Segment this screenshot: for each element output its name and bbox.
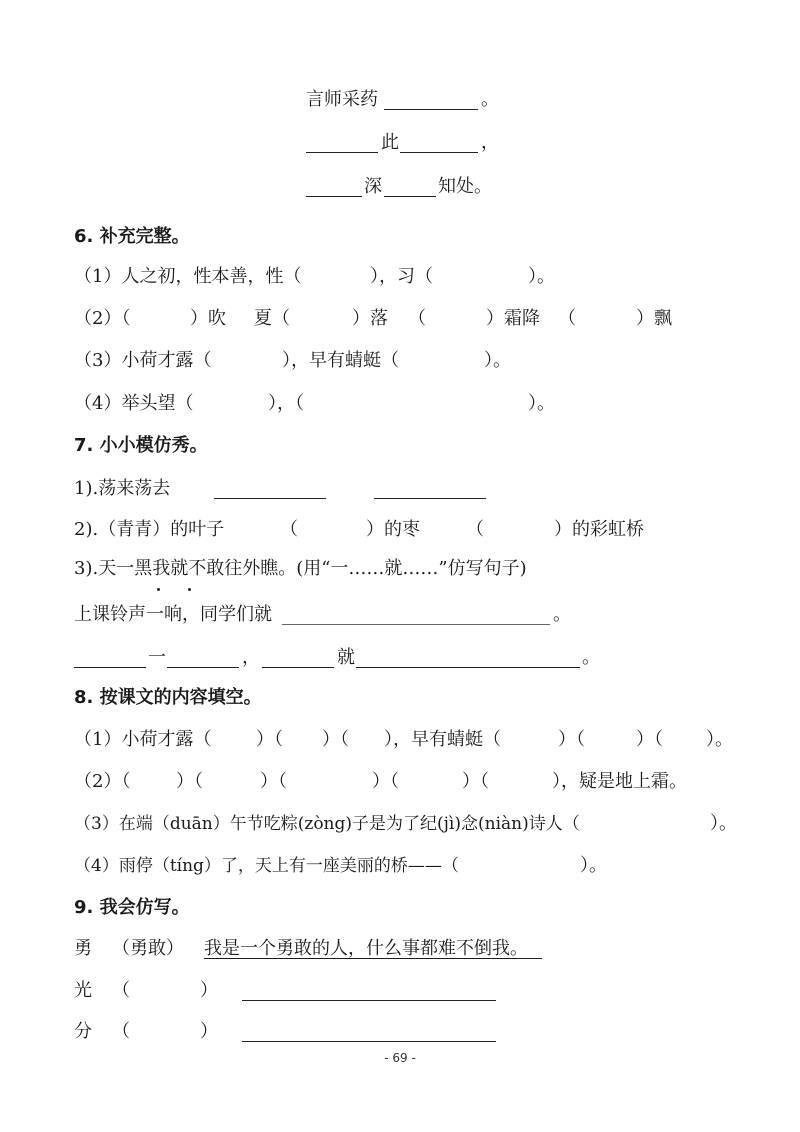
answer-blank[interactable] xyxy=(400,130,478,153)
prompt-text: 一 xyxy=(148,647,166,668)
answer-blank[interactable] xyxy=(242,978,496,1001)
prompt-text: ）。 xyxy=(528,266,555,287)
prompt-text: ），习（ xyxy=(370,266,433,287)
answer-blank[interactable] xyxy=(262,645,334,668)
q7-row-1 xyxy=(0,474,800,504)
prompt-text: 。 xyxy=(553,604,571,625)
prompt-text: ）（ xyxy=(372,771,399,792)
answer-blank[interactable] xyxy=(74,645,146,668)
poem-text: 此 xyxy=(381,132,399,153)
prompt-text: （ xyxy=(558,308,576,329)
prompt-text: ）（ xyxy=(558,729,585,750)
sentence-underline-tail xyxy=(520,936,542,959)
answer-blank[interactable] xyxy=(384,87,478,110)
q8-row-1 xyxy=(0,725,800,755)
q9-row-1 xyxy=(0,934,800,964)
prompt-char: 勇 xyxy=(74,938,92,959)
prompt-text: （ xyxy=(466,519,484,540)
poem-line-1 xyxy=(0,85,800,115)
q7-row-5 xyxy=(0,643,800,673)
prompt-text: ）。 xyxy=(484,350,511,371)
prompt-text: ）的枣 xyxy=(366,519,420,540)
prompt-text: （4）雨停（tíng）了，天上有一座美丽的桥——（ xyxy=(74,856,459,876)
section-title: 9. 我会仿写。 xyxy=(74,897,190,918)
section-title: 7. 小小模仿秀。 xyxy=(74,435,208,456)
prompt-text: ）（ xyxy=(256,729,283,750)
prompt-text: ）（ xyxy=(260,771,287,792)
poem-line-3 xyxy=(0,172,800,202)
q8-row-4 xyxy=(0,851,800,881)
prompt-text: 1).荡来荡去 xyxy=(74,478,171,499)
q8-row-3 xyxy=(0,809,800,839)
section-title: 8. 按课文的内容填空。 xyxy=(74,687,262,708)
prompt-text: ）（ xyxy=(176,771,203,792)
prompt-char: 分 xyxy=(74,1021,92,1042)
q7-row-3 xyxy=(0,554,800,584)
poem-text: 知处。 xyxy=(438,176,492,197)
prompt-char: 光 xyxy=(74,980,92,1001)
prompt-text: ， xyxy=(242,647,260,668)
prompt-text: ）。 xyxy=(710,813,737,834)
answer-blank[interactable] xyxy=(356,645,580,668)
prompt-text: ）的彩虹桥 xyxy=(554,519,644,540)
example-sentence: 我是一个勇敢的人，什么事都难不倒我。 xyxy=(204,938,528,959)
emphasis-dot xyxy=(157,588,160,591)
prompt-text: （2）（ xyxy=(74,771,131,792)
prompt-text: ）（ xyxy=(462,771,489,792)
prompt-text: （1）小荷才露（ xyxy=(74,729,212,750)
q6-row-3 xyxy=(0,346,800,376)
answer-blank[interactable] xyxy=(306,130,378,153)
section-title: 6. 补充完整。 xyxy=(74,226,190,247)
prompt-text: 就 xyxy=(337,647,355,668)
prompt-text: （4）举头望（ xyxy=(74,393,194,414)
prompt-text: （ xyxy=(112,1021,130,1042)
q7-row-4 xyxy=(0,600,800,630)
prompt-text: ）。 xyxy=(580,855,607,876)
prompt-text: （ xyxy=(112,980,130,1001)
q8-row-2 xyxy=(0,767,800,797)
example-word: （勇敢） xyxy=(112,938,184,959)
answer-blank[interactable] xyxy=(214,476,326,499)
answer-blank[interactable] xyxy=(306,174,362,197)
q8-heading xyxy=(0,683,800,713)
prompt-text: ）霜降 xyxy=(486,308,540,329)
q7-row-2 xyxy=(0,515,800,545)
prompt-text: 3).天一黑我就不敢往外瞧。(用“一……就……”仿写句子) xyxy=(74,558,527,579)
prompt-text: ） xyxy=(200,1021,218,1042)
prompt-text: ）。 xyxy=(528,393,555,414)
prompt-text: ）落 xyxy=(352,308,388,329)
q9-row-2 xyxy=(0,976,800,1006)
prompt-text: ），（ xyxy=(268,393,304,414)
prompt-text: （2）（ xyxy=(74,308,131,329)
answer-blank[interactable] xyxy=(374,476,486,499)
q6-heading xyxy=(0,222,800,252)
poem-text: 。 xyxy=(481,89,499,110)
prompt-text: ） xyxy=(200,980,218,1001)
prompt-text: （3）小荷才露（ xyxy=(74,350,212,371)
prompt-text: （1）人之初，性本善，性（ xyxy=(74,266,302,287)
prompt-text: ），疑是地上霜。 xyxy=(552,771,687,792)
q6-row-2 xyxy=(0,304,800,334)
prompt-text: 夏（ xyxy=(254,308,290,329)
prompt-text: ）（ xyxy=(322,729,349,750)
prompt-text: ）（ xyxy=(636,729,663,750)
prompt-text: ）吹 xyxy=(190,308,226,329)
answer-blank[interactable] xyxy=(282,602,550,625)
answer-blank[interactable] xyxy=(242,1019,496,1042)
prompt-text: ）飘 xyxy=(636,308,672,329)
q9-heading xyxy=(0,893,800,923)
prompt-text: ），早有蜻蜓（ xyxy=(282,350,399,371)
poem-text: 言师采药 xyxy=(306,89,378,110)
q6-row-4 xyxy=(0,389,800,419)
prompt-text: ）。 xyxy=(706,729,733,750)
page-number: - 69 - xyxy=(384,1051,416,1065)
poem-line-2 xyxy=(0,128,800,158)
q7-heading xyxy=(0,431,800,461)
poem-text: 深 xyxy=(364,176,382,197)
prompt-text: 上课铃声一响，同学们就 xyxy=(74,604,272,625)
prompt-text: 。 xyxy=(582,647,600,668)
answer-blank[interactable] xyxy=(384,174,436,197)
prompt-text: （ xyxy=(408,308,426,329)
q6-row-1 xyxy=(0,262,800,292)
prompt-text: （3）在端（duān）午节吃粽(zòng)子是为了纪(jì)念(niàn)诗人（ xyxy=(74,814,580,834)
prompt-text: 2).（青青）的叶子 xyxy=(74,519,225,540)
emphasis-dot xyxy=(188,588,191,591)
poem-text: ， xyxy=(481,132,499,153)
answer-blank[interactable] xyxy=(167,645,239,668)
q9-row-3 xyxy=(0,1017,800,1047)
prompt-text: （ xyxy=(280,519,298,540)
prompt-text: ），早有蜻蜓（ xyxy=(384,729,501,750)
